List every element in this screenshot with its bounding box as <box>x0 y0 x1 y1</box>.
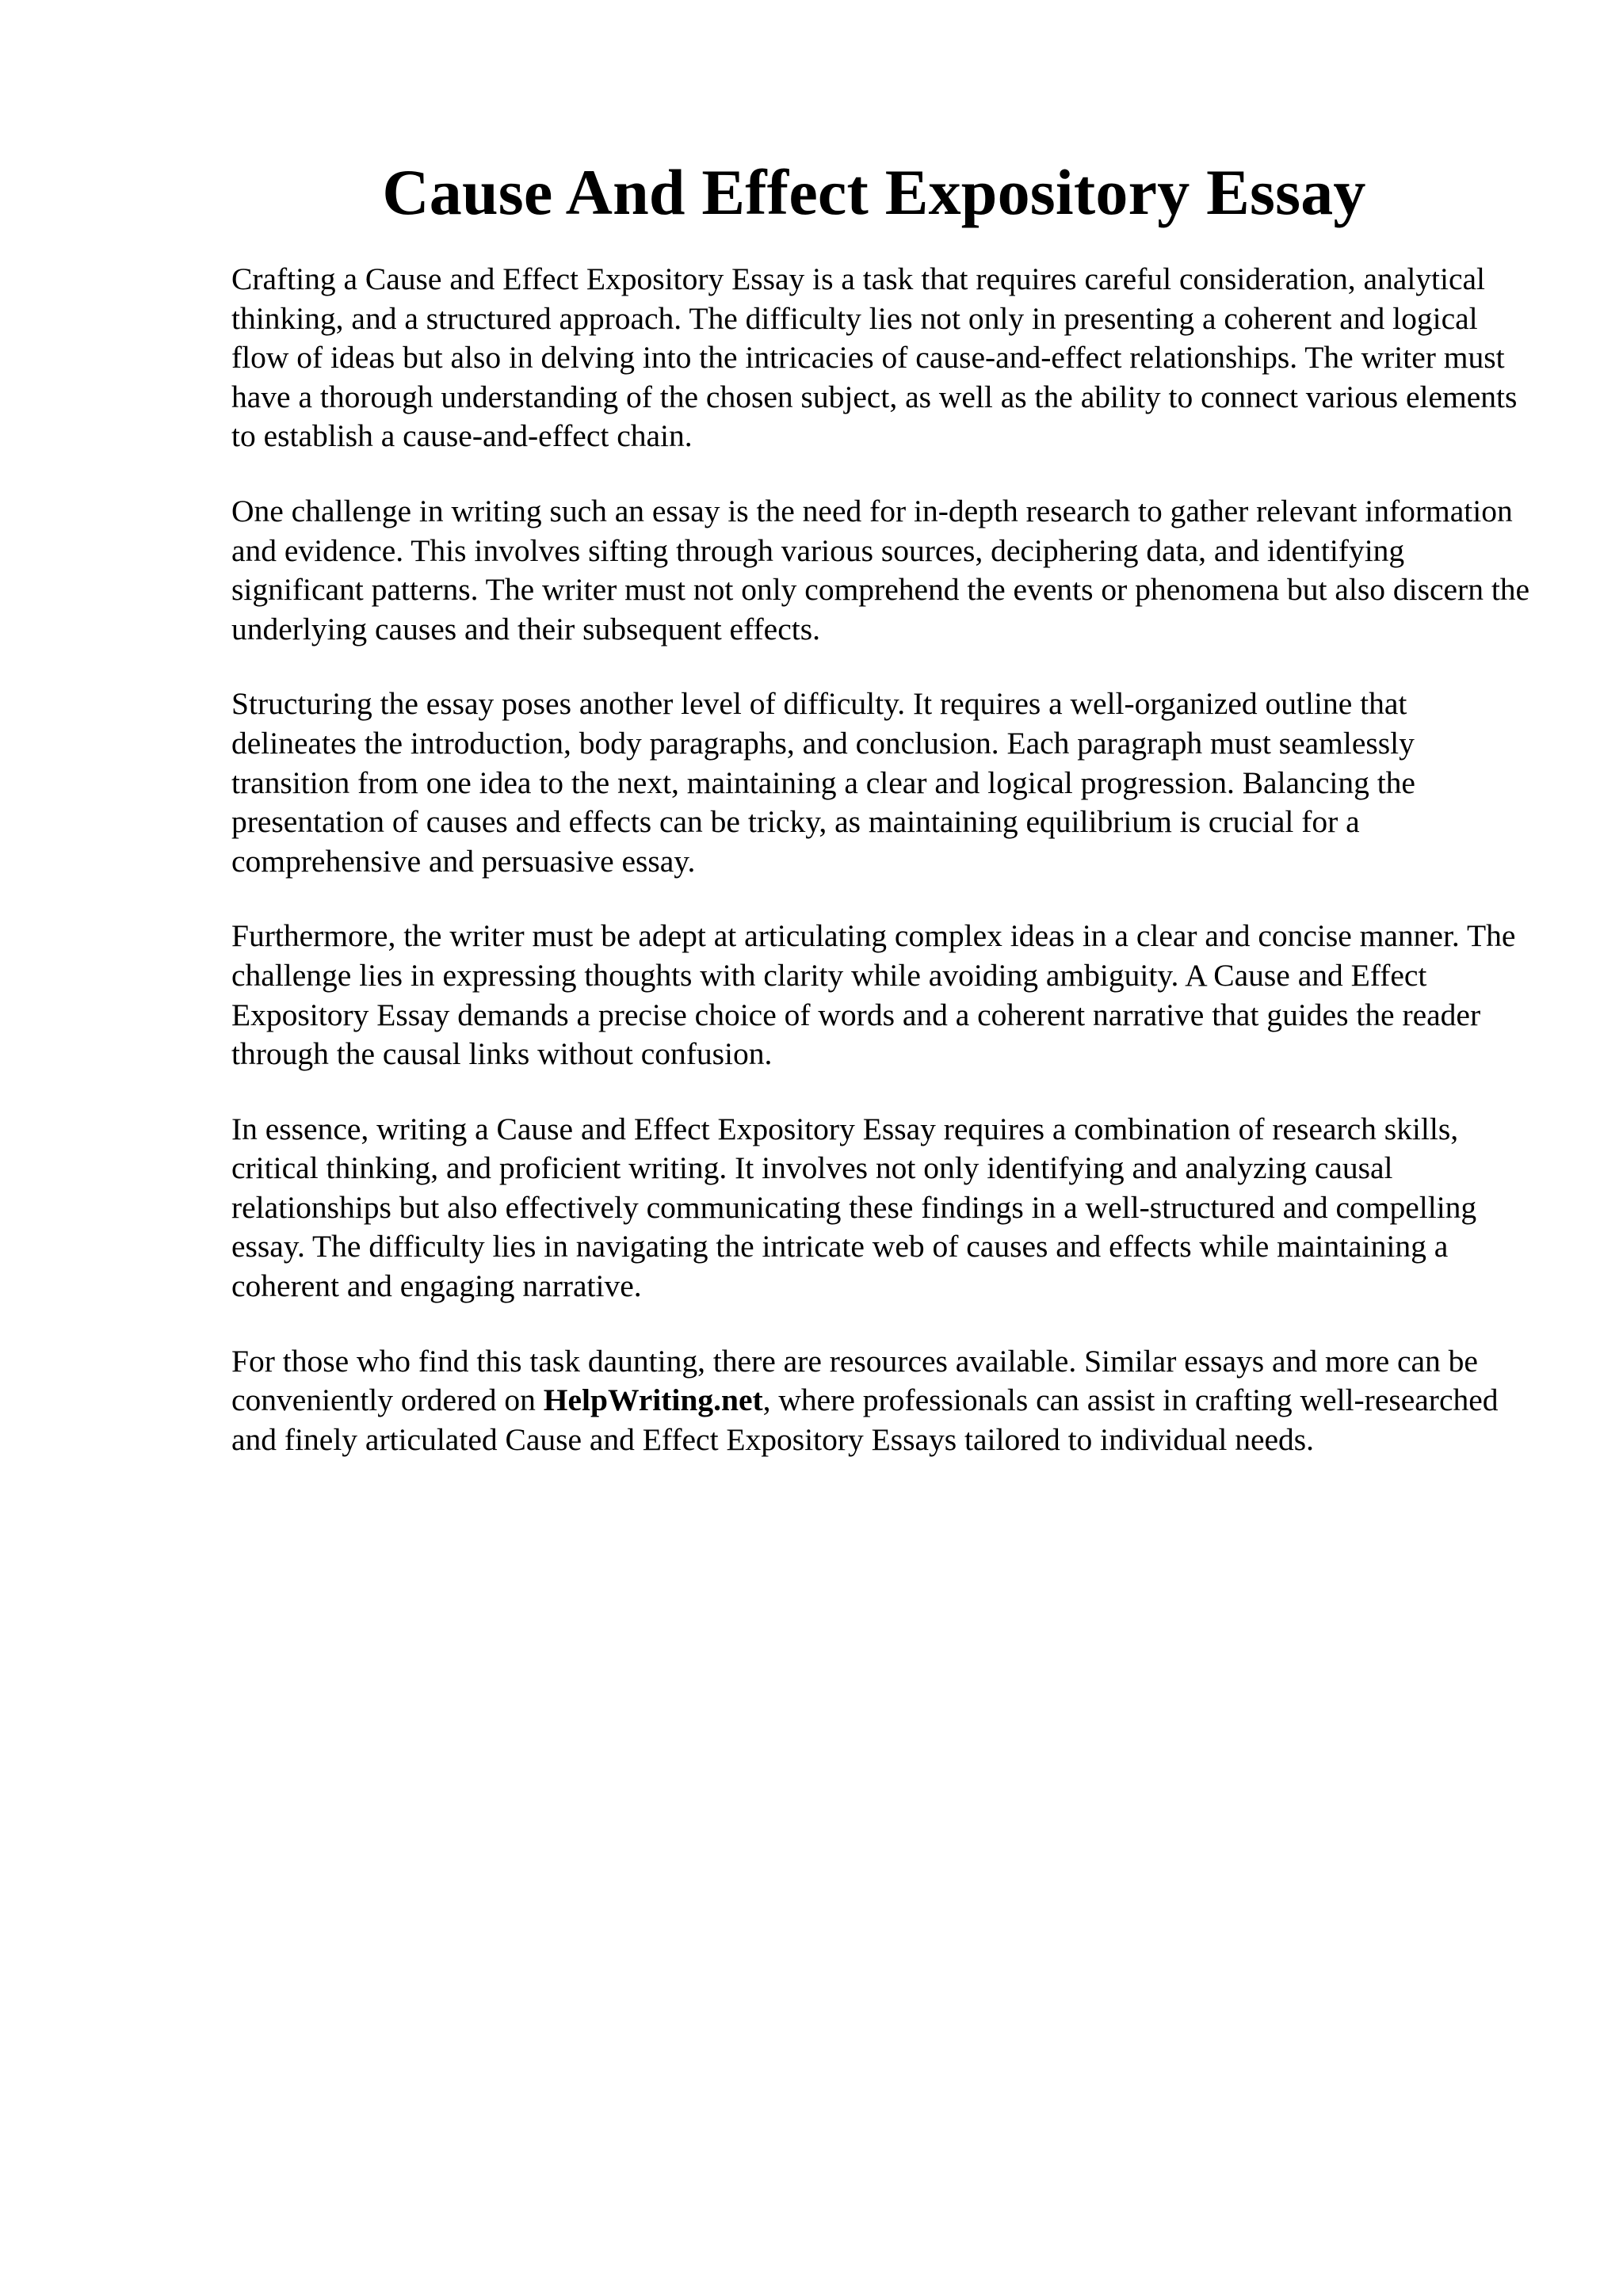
helpwriting-link[interactable]: HelpWriting.net <box>543 1383 763 1418</box>
paragraph-6 <box>231 1342 1539 1460</box>
paragraph-6-before: For those who find this task daunting, there are resources available. Similar essays and more can be conveniently ordered on <box>231 1343 1478 1418</box>
document-title: Cause And Effect Expository Essay <box>382 156 1366 228</box>
paragraph-1: Crafting a Cause and Effect Expository Essay is a task that requires careful consideration, analytical thinking, and a structured approach. The difficulty lies not only in presenting a coherent and logical flow of ideas but also in delving into the intricacies of cause-and-effect relationships. The writer must have a thorough understanding of the chosen subject, as well as the ability to connect various elements to establish a cause-and-effect chain. <box>231 261 1518 454</box>
paragraph-4: Furthermore, the writer must be adept at articulating complex ideas in a clear and concise manner. The challenge lies in expressing thoughts with clarity while avoiding ambiguity. A Cause and Effect Expository Essay demands a precise choice of words and a coherent narrative that guides the reader through the causal links without confusion. <box>231 918 1516 1072</box>
paragraph-6-after: , where professionals can assist in crafting well-researched and finely articulated Cause and Effect Expository Essays tailored to individual needs. <box>231 1383 1499 1457</box>
document-body <box>231 260 1539 1495</box>
paragraph-2: One challenge in writing such an essay is the need for in-depth research to gather relevant information and evidence. This involves sifting through various sources, deciphering data, and identifying significant patterns. The writer must not only comprehend the events or phenomena but also discern the underlying causes and their subsequent effects. <box>231 493 1530 646</box>
paragraph-5: In essence, writing a Cause and Effect Expository Essay requires a combination of research skills, critical thinking, and proficient writing. It involves not only identifying and analyzing causal relationships but also effectively communicating these findings in a well-structured and compelling essay. The difficulty lies in navigating the intricate web of causes and effects while maintaining a coherent and engaging narrative. <box>231 1111 1477 1304</box>
paragraph-3: Structuring the essay poses another level of difficulty. It requires a well-organized outline that delineates the introduction, body paragraphs, and conclusion. Each paragraph must seamlessly transition from one idea to the next, maintaining a clear and logical progression. Balancing the presentation of causes and effects can be tricky, as maintaining equilibrium is crucial for a comprehensive and persuasive essay. <box>231 686 1415 879</box>
